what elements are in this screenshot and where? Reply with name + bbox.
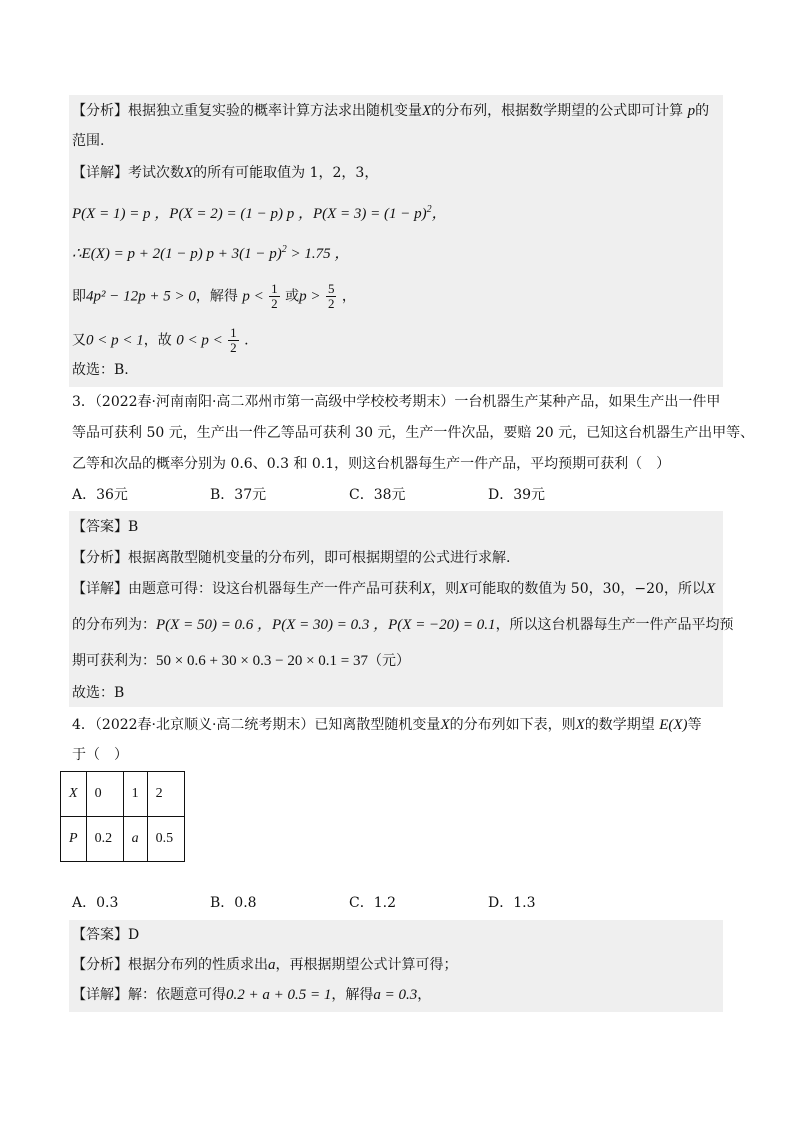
q2-equation-probabilities: P(X = 1) = p ，P(X = 2) = (1 − p) p ，$P(X = 3) = (1 - p)^2$， <box>72 204 447 222</box>
table-cell: 0.2 <box>86 817 123 862</box>
table-row <box>61 772 185 817</box>
table-cell: 0 <box>86 772 123 817</box>
q4-stem-line2: 于（ ） <box>72 747 128 763</box>
q2-analysis-line1: 【分析】根据独立重复实验的概率计算方法求出随机变量X的分布列，根据数学期望的公式即可计算 p的 <box>72 103 710 119</box>
q3-detail-line3: 期可获利为：50 × 0.6 + 30 × 0.3 − 20 × 0.1 = 37（元） <box>72 653 411 669</box>
fraction-one-half-2: $\frac{1}{2}$ <box>230 325 237 355</box>
table-cell: X <box>61 772 87 817</box>
table-cell: P <box>61 817 87 862</box>
q3-stem-line3: 乙等和次品的概率分别为 0.6、0.3 和 0.1，则这台机器每生产一件产品，平均预期可获利（ ） <box>72 456 671 472</box>
q2-equation-expectation: ∴E(X) = p + 2(1 − p) $p + 3(1 - p)^2 > 1.75$ ， <box>72 244 350 262</box>
q3-stem-line1: 3．（2022春·河南南阳·高二邓州市第一高级中学校校考期末）一台机器生产某种产品，如果生产出一件甲 <box>72 394 721 410</box>
q3-solution-block <box>69 511 723 707</box>
table-row <box>61 817 185 862</box>
q4-analysis: 【分析】根据分布列的性质求出a，再根据期望公式计算可得； <box>72 957 458 973</box>
q2-analysis-line2: 范围. <box>72 133 105 149</box>
table-cell: 2 <box>147 772 184 817</box>
q4-option-c: C．1.2 <box>349 895 396 911</box>
q3-option-d: D．39元 <box>488 487 546 503</box>
q4-option-d: D．1.3 <box>488 895 536 911</box>
q4-stem-line1: 4．（2022春·北京顺义·高二统考期末）已知离散型随机变量X的分布列如下表，则X的数学期望 E(X)等 <box>72 717 702 733</box>
q2-equation-range: 又0 < p < 1，故 0 < p < $\frac{1}{2}$ . <box>72 325 249 355</box>
q3-option-a: A．36元 <box>72 487 128 503</box>
table-cell: 1 <box>123 772 147 817</box>
q3-option-b: B．37元 <box>210 487 267 503</box>
q4-detail: 【详解】解：依题意可得0.2 + a + 0.5 = 1，解得a = 0.3， <box>72 987 432 1003</box>
fraction-five-halves: $\frac{5}{2}$ <box>327 281 335 311</box>
table-cell: a <box>123 817 147 862</box>
q3-answer: 【答案】B <box>72 519 139 535</box>
q3-stem-line2: 等品可获利 50 元，生产出一件乙等品可获利 30 元，生产一件次品，要赔 20 元，已知这台机器生产出甲等、 <box>72 425 755 441</box>
q2-equation-inequality: 即4p² − 12p + 5 > 0，解得 p < $\frac{1}{2}$ 或p > $\frac{5}{2}$ ， <box>72 281 356 311</box>
q3-detail-line2: 的分布列为：P(X = 50) = 0.6 ，P(X = 30) = 0.3 ，P(X = −20) = 0.1，所以这台机器每生产一件产品平均预 <box>72 617 734 633</box>
table-cell: 0.5 <box>147 817 184 862</box>
q4-answer: 【答案】D <box>72 927 140 943</box>
q3-analysis: 【分析】根据离散型随机变量的分布列，即可根据期望的公式进行求解. <box>72 550 511 566</box>
q3-detail-line1: 【详解】由题意可得：设这台机器每生产一件产品可获利X，则X可能取的数值为 50，30，−20，所以X <box>72 581 716 597</box>
q3-option-c: C．38元 <box>349 487 406 503</box>
q4-option-b: B．0.8 <box>210 895 257 911</box>
fraction-one-half: $\frac{1}{2}$ <box>271 281 278 311</box>
distribution-table <box>60 771 185 862</box>
q3-choose: 故选：B <box>72 685 125 701</box>
q4-option-a: A．0.3 <box>72 895 119 911</box>
q2-choose: 故选：B. <box>72 362 129 378</box>
q2-detail-intro: 【详解】考试次数X的所有可能取值为 1，2，3， <box>72 165 379 181</box>
